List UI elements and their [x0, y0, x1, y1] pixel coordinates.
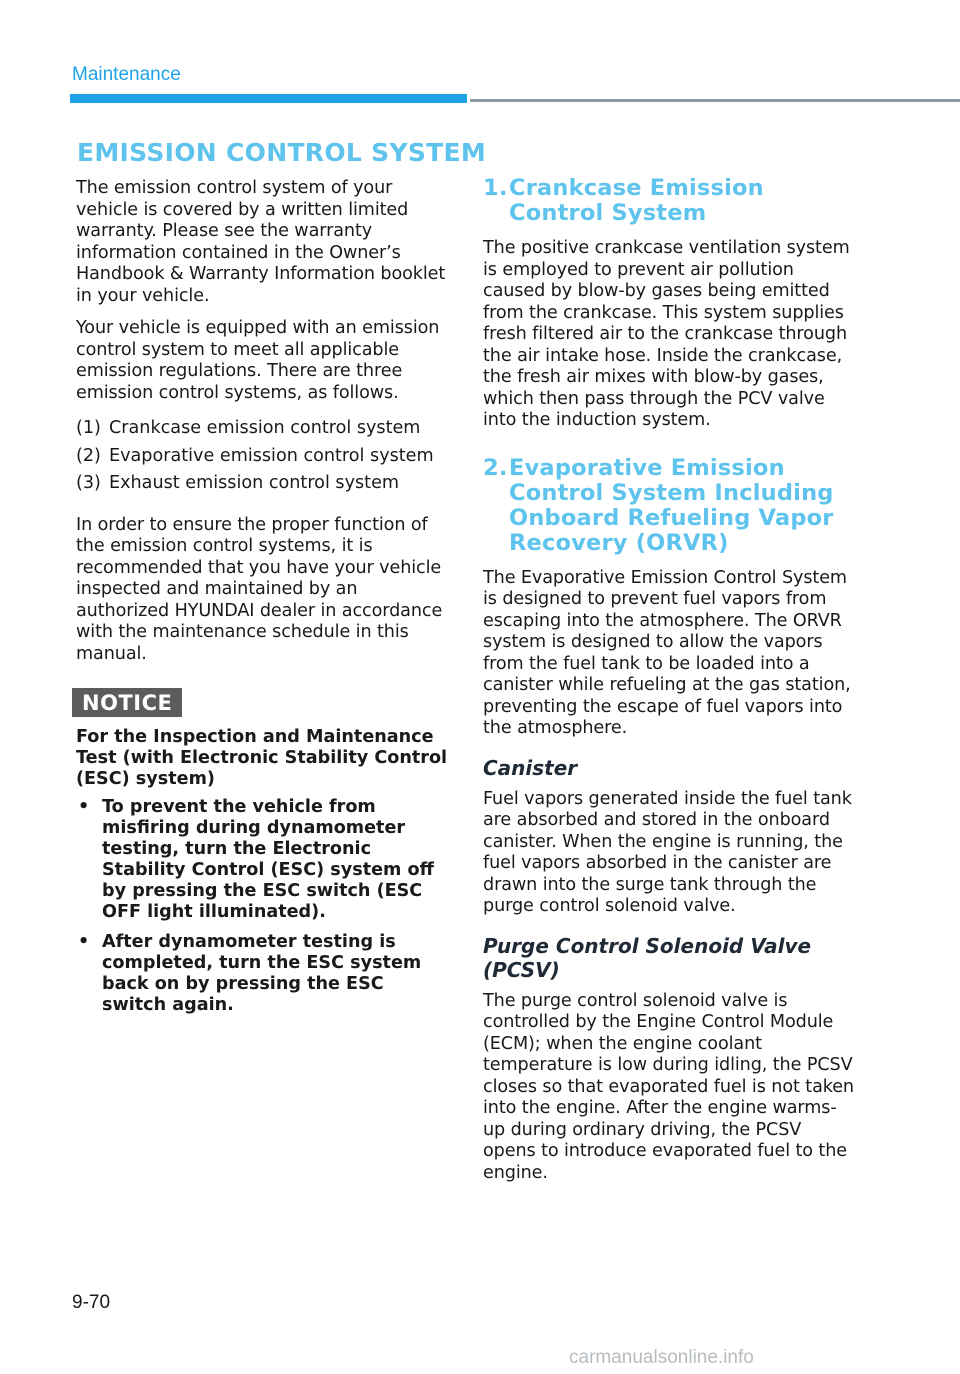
- canister-paragraph: Fuel vapors generated inside the fuel tank are absorbed and stored in the onboard canister. When the engine is running, the fuel vapors absorbed in the canister are drawn into the surge tank through the purge control solenoid valve.: [483, 788, 852, 916]
- inspection-paragraph: In order to ensure the proper function of the emission control systems, it is recommended that you have your vehicle inspected and maintained by an authorized HYUNDAI dealer in accordance with the maintenance schedule in this manual.: [76, 514, 443, 664]
- pcsv-paragraph: The purge control solenoid valve is controlled by the Engine Control Module (ECM); when the engine coolant temperature is low during idling, the PCSV closes so that evaporated fuel is not taken into the engine. After the engine warms-up during ordinary driving, the PCSV opens to introduce evaporated fuel to the engine.: [483, 990, 854, 1183]
- systems-paragraph: Your vehicle is equipped with an emission control system to meet all applicable emission regulations. There are three emission control systems, as follows.: [76, 318, 440, 403]
- list-item: (3) Exhaust emission control system: [76, 473, 400, 493]
- crankcase-paragraph: The positive crankcase ventilation system is employed to prevent air pollution caused by blow-by gases being emitted from the crankcase. This system supplies fresh filtered air to the crankcase through the air intake hose. Inside the crankcase, the fresh air mixes with blow-by gases, which then pass through the PCV valve into the induction system.: [483, 238, 850, 430]
- left-column: [76, 178, 448, 1025]
- canister-heading: Canister: [483, 755, 578, 780]
- bullet-icon: •: [78, 932, 90, 952]
- notice-bullets: [76, 797, 448, 1016]
- pcsv-heading: Purge Control Solenoid Valve (PCSV): [483, 933, 812, 982]
- notice-heading: For the Inspection and Maintenance Test (with Electronic Stability Control (ESC) system): [76, 727, 448, 789]
- section-heading-evaporative: 2. Evaporative Emission Control System Including Onboard Refueling Vapor Recovery (ORVR): [483, 454, 834, 556]
- evaporative-paragraph: The Evaporative Emission Control System is designed to prevent fuel vapors from escaping into the atmosphere. The ORVR system is designed to allow the vapors from the fuel tank to be loaded into a canister while refueling at the gas station, preventing the escape of fuel vapors into the atmosphere.: [483, 567, 851, 738]
- header-rule-gray: [470, 99, 960, 102]
- section-label: Maintenance: [72, 64, 181, 85]
- list-item: • To prevent the vehicle from misfiring during dynamometer testing, turn the Electronic Stability Control (ESC) system off by pressing the ESC switch (ESC OFF light illuminated).: [78, 797, 434, 922]
- notice-badge: NOTICE: [72, 688, 182, 717]
- right-column: [483, 176, 858, 1195]
- list-item: • After dynamometer testing is completed, turn the ESC system back on by pressing the ESC switch again.: [78, 932, 422, 1015]
- intro-paragraph: The emission control system of your vehicle is covered by a written limited warranty. Please see the warranty information contained in the Owner’s Handbook & Warranty Information booklet in your vehicle.: [76, 178, 446, 306]
- list-item: (1) Crankcase emission control system: [76, 418, 421, 438]
- list-item: (2) Evaporative emission control system: [76, 445, 434, 466]
- systems-list: [76, 418, 448, 495]
- watermark: carmanualsonline.info: [569, 1347, 754, 1368]
- page-number: 9-70: [72, 1292, 111, 1313]
- section-heading-crankcase: 1. Crankcase Emission Control System: [483, 175, 764, 226]
- page-title: EMISSION CONTROL SYSTEM: [77, 138, 487, 167]
- header-rule-accent: [70, 94, 467, 103]
- bullet-icon: •: [78, 797, 90, 817]
